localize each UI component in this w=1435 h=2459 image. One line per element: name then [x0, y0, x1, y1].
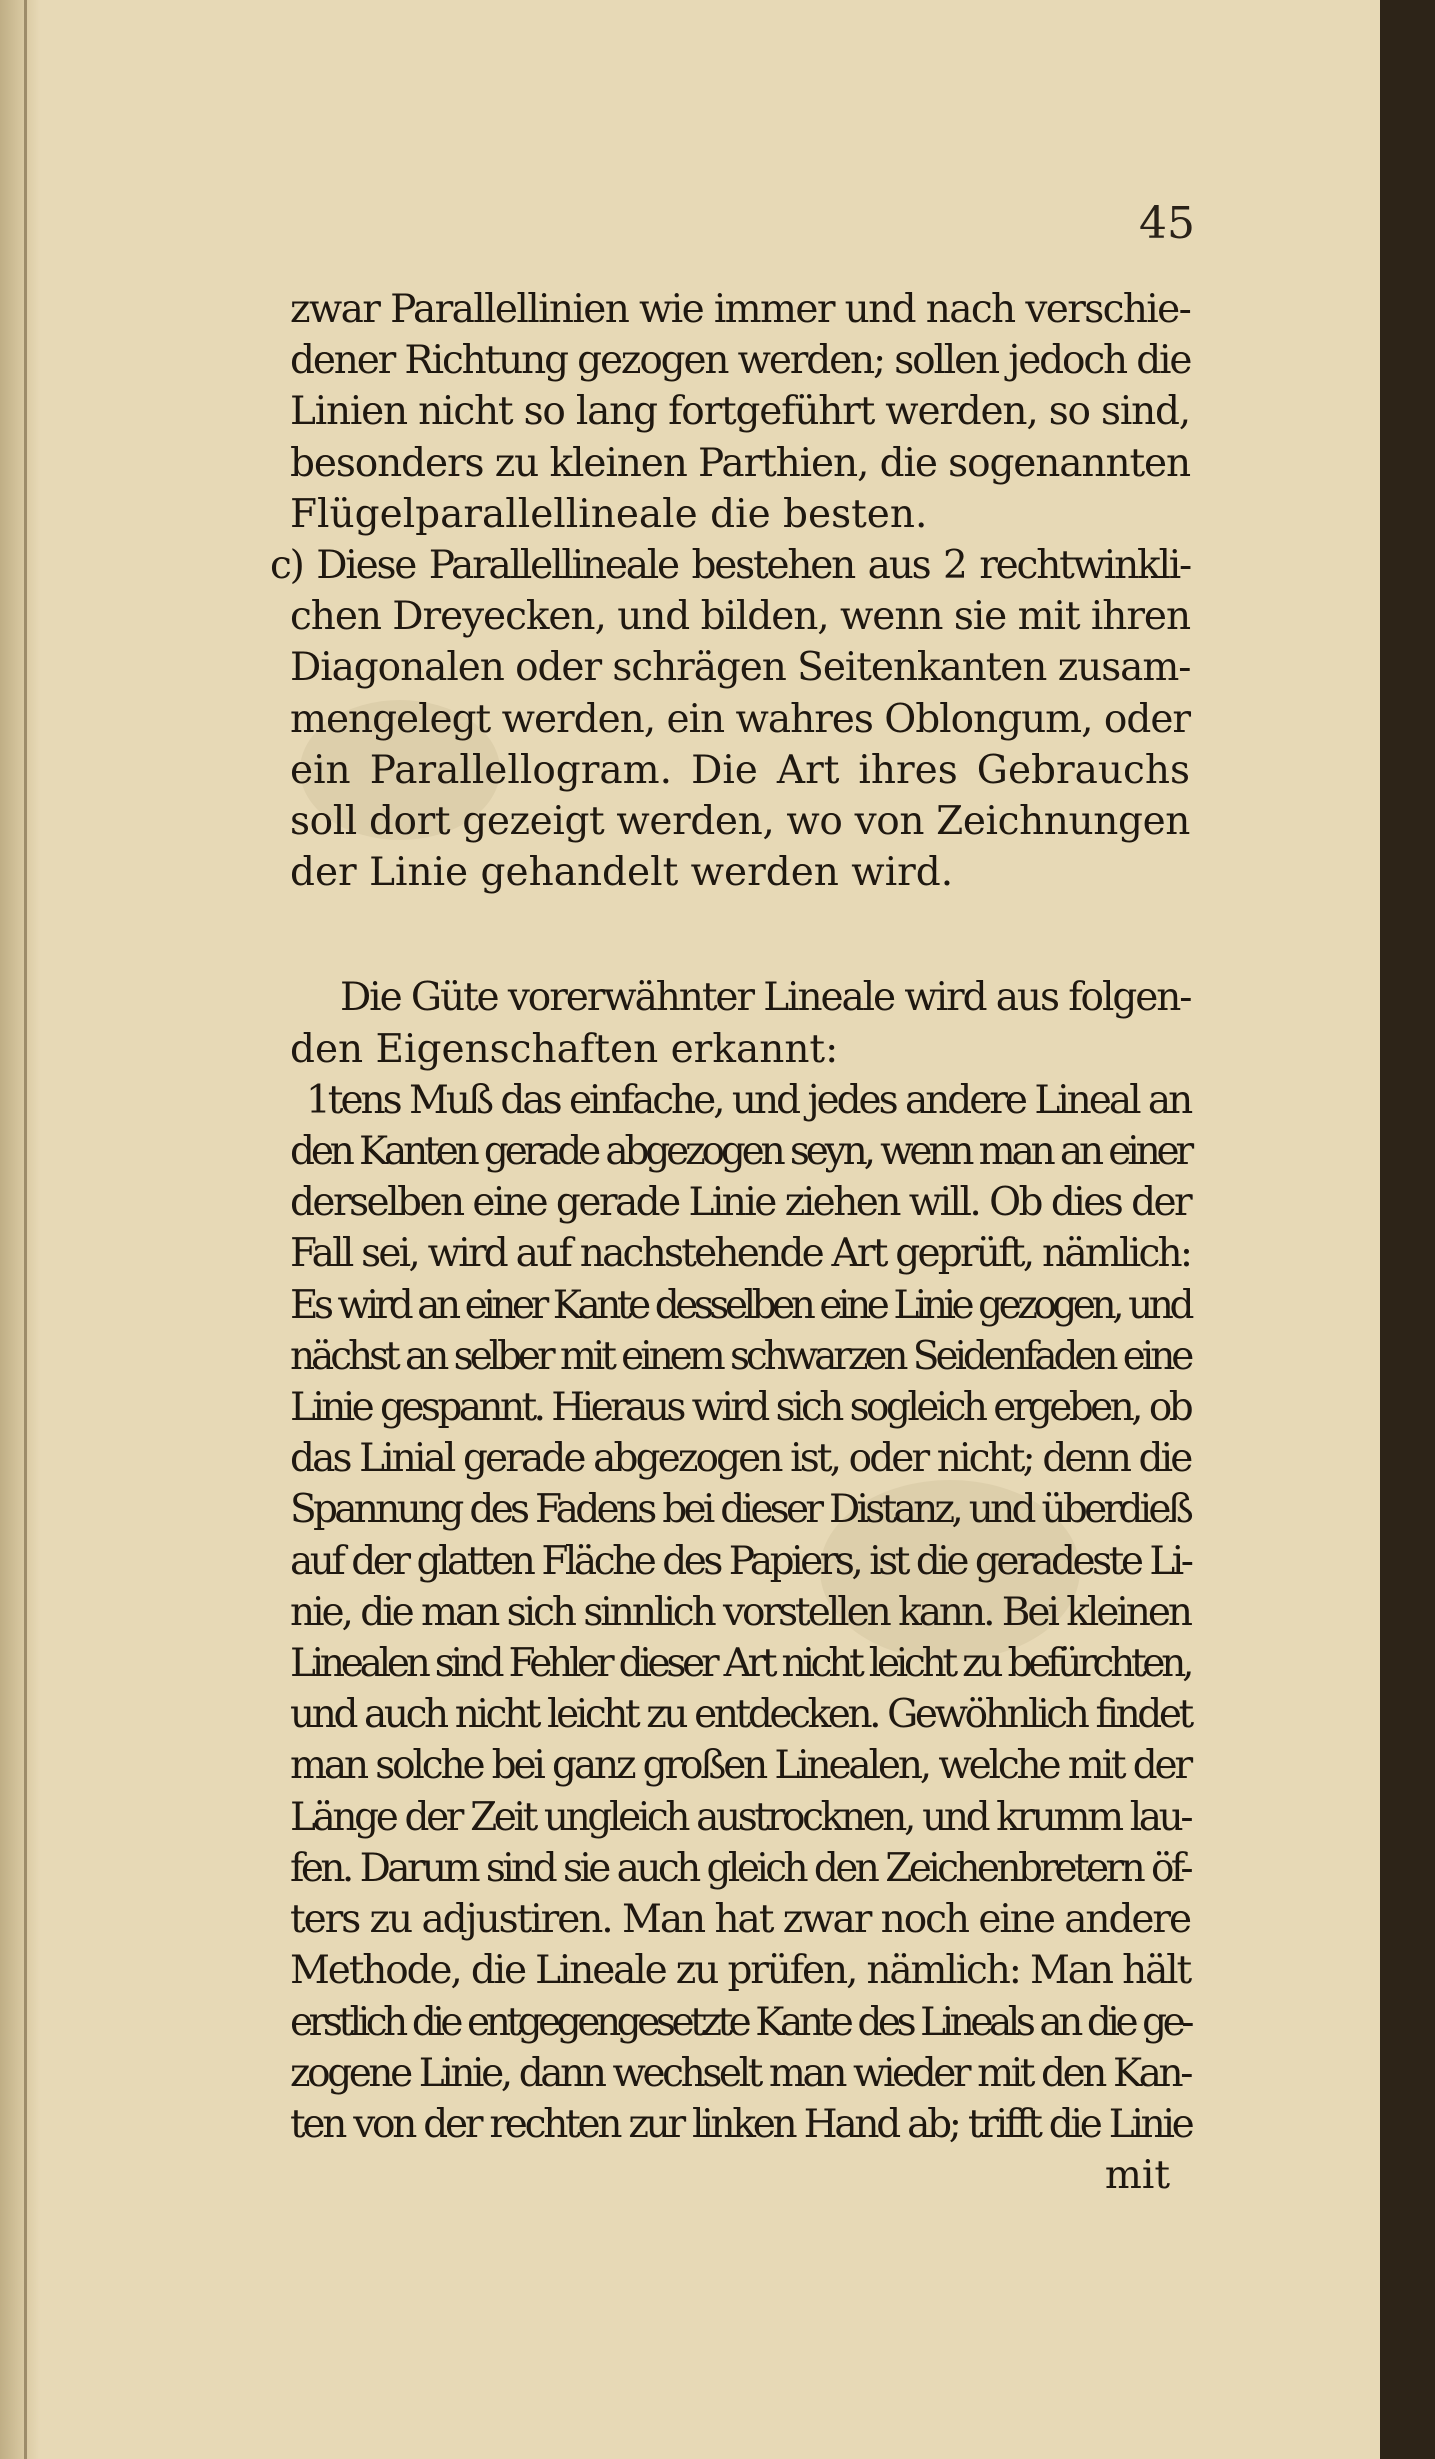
page-number: 45 [1139, 198, 1195, 249]
text-line: man solche bei ganz großen Linealen, welche mit der [290, 1743, 1190, 1789]
text-line: mengelegt werden, ein wahres Oblongum, oder [290, 696, 1190, 742]
text-line: fen. Darum sind sie auch gleich den Zeichenbretern öf- [290, 1845, 1190, 1891]
text-line: nächst an selber mit einem schwarzen Seidenfaden eine [290, 1333, 1191, 1379]
paragraph-gap [290, 898, 1190, 972]
text-line: der Linie gehandelt werden wird. [290, 850, 954, 896]
text-line: Linie gespannt. Hieraus wird sich sogleich ergeben, ob [290, 1385, 1191, 1431]
text-line: den Eigenschaften erkannt: [290, 1026, 839, 1072]
text-line: erstlich die entgegengesetzte Kante des Lineals an die ge- [290, 1999, 1190, 2045]
text-line: Die Güte vorerwähnter Lineale wird aus folgen- [340, 975, 1191, 1021]
text-line: ein Parallellogram. Die Art ihres Gebrauchs [290, 747, 1190, 793]
text-line: nie, die man sich sinnlich vorstellen kann. Bei kleinen [290, 1589, 1190, 1635]
text-line: soll dort gezeigt werden, wo von Zeichnungen [290, 799, 1190, 845]
catchword: mit [1104, 2153, 1170, 2199]
paragraph-qualities [290, 972, 1190, 2201]
text-line: chen Dreyecken, und bilden, wenn sie mit ihren [290, 594, 1190, 640]
text-line: und auch nicht leicht zu entdecken. Gewöhnlich findet [290, 1692, 1191, 1738]
text-line: Flügelparallellineale die besten. [290, 491, 928, 537]
text-line: besonders zu kleinen Parthien, die sogenannten [290, 440, 1190, 486]
text-line: ters zu adjustiren. Man hat zwar noch eine andere [290, 1897, 1190, 1943]
text-line: zwar Parallellinien wie immer und nach verschie- [290, 287, 1191, 332]
page-gutter [0, 0, 40, 2459]
text-line: derselben eine gerade Linie ziehen will. Ob dies der [290, 1180, 1191, 1226]
text-line: 1tens Muß das einfache, und jedes andere Lineal an [306, 1077, 1191, 1123]
text-line: ten von der rechten zur linken Hand ab; trifft die Linie [290, 2101, 1192, 2147]
binding-line [24, 0, 27, 2459]
paragraph-continuation [290, 284, 1190, 540]
text-line: dener Richtung gezogen werden; sollen jedoch die [290, 338, 1191, 384]
text-line: Linien nicht so lang fortgeführt werden, so sind, [290, 389, 1190, 435]
list-item-c [270, 540, 1191, 898]
text-line: auf der glatten Fläche des Papiers, ist die geradeste Li- [290, 1538, 1191, 1584]
text-line: das Linial gerade abgezogen ist, oder nicht; denn die [290, 1436, 1191, 1482]
page-text [270, 284, 1192, 2201]
text-line: Diagonalen oder schrägen Seitenkanten zusam- [290, 645, 1191, 691]
text-line: zogene Linie, dann wechselt man wieder mit den Kan- [290, 2050, 1190, 2096]
text-line: Methode, die Lineale zu prüfen, nämlich: Man hält [290, 1948, 1191, 1994]
text-line: Fall sei, wird auf nachstehende Art geprüft, nämlich: [290, 1231, 1191, 1277]
page-edge [1380, 0, 1435, 2459]
text-line: den Kanten gerade abgezogen seyn, wenn man an einer [290, 1129, 1190, 1175]
text-line: Länge der Zeit ungleich austrocknen, und krumm lau- [290, 1794, 1191, 1840]
text-line: c) Diese Parallellineale bestehen aus 2 rechtwinkli- [270, 543, 1190, 589]
text-line: Spannung des Fadens bei dieser Distanz, und überdieß [290, 1487, 1191, 1533]
text-line: Es wird an einer Kante desselben eine Linie gezogen, und [290, 1282, 1190, 1328]
text-line: Linealen sind Fehler dieser Art nicht leicht zu befürchten, [290, 1641, 1191, 1687]
